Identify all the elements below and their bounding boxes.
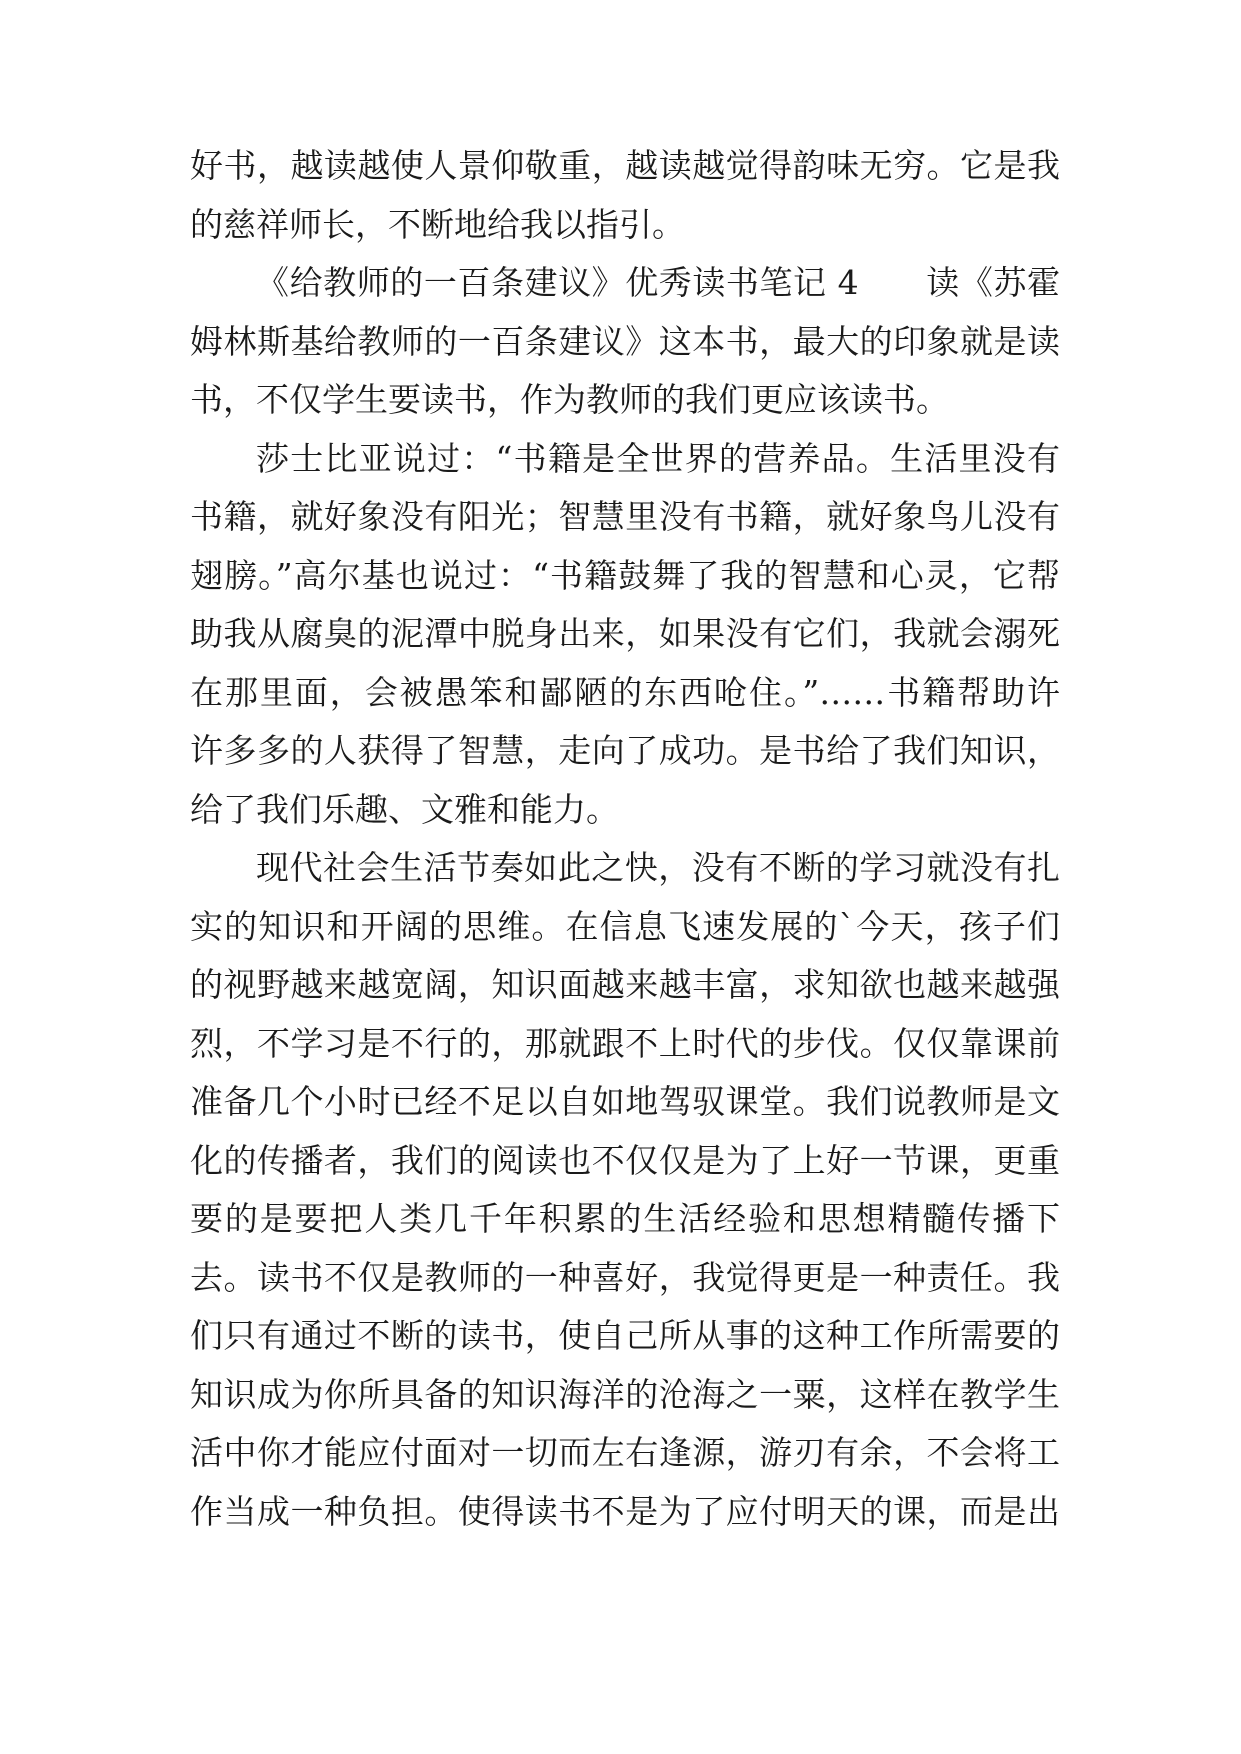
text-line: 去。读书不仅是教师的一种喜好，我觉得更是一种责任。我 bbox=[190, 1257, 1060, 1297]
text-line: 知识成为你所具备的知识海洋的沧海之一粟，这样在教学生 bbox=[190, 1374, 1060, 1414]
text-line: 在那里面，会被愚笨和鄙陋的东西呛住。”……书籍帮助许 bbox=[190, 672, 1060, 712]
text-line: 作当成一种负担。使得读书不是为了应付明天的课，而是出 bbox=[190, 1491, 1060, 1531]
text-line: 的慈祥师长，不断地给我以指引。 bbox=[190, 204, 685, 244]
text-line: 莎士比亚说过：“书籍是全世界的营养品。生活里没有 bbox=[256, 438, 1060, 478]
text-line: 烈，不学习是不行的，那就跟不上时代的步伐。仅仅靠课前 bbox=[190, 1023, 1060, 1063]
text-line: 书籍，就好象没有阳光；智慧里没有书籍，就好象鸟儿没有 bbox=[190, 497, 1060, 536]
text-line: 姆林斯基给教师的一百条建议》这本书，最大的印象就是读 bbox=[190, 321, 1060, 361]
text-line: 助我从腐臭的泥潭中脱身出来，如果没有它们，我就会溺死 bbox=[190, 614, 1060, 653]
text-line: 翅膀。”高尔基也说过：“书籍鼓舞了我的智慧和心灵，它帮 bbox=[190, 555, 1060, 595]
text-line: 好书，越读越使人景仰敬重，越读越觉得韵味无穷。它是我 bbox=[190, 146, 1060, 185]
text-line: 许多多的人获得了智慧，走向了成功。是书给了我们知识， bbox=[190, 731, 1060, 770]
text-line: 们只有通过不断的读书，使自己所从事的这种工作所需要的 bbox=[190, 1316, 1060, 1355]
text-line: 要的是要把人类几千年积累的生活经验和思想精髓传播下 bbox=[190, 1199, 1060, 1238]
text-line: 现代社会生活节奏如此之快，没有不断的学习就没有扎 bbox=[256, 848, 1060, 887]
text-line: 实的知识和开阔的思维。在信息飞速发展的`今天，孩子们 bbox=[190, 906, 1060, 946]
text-line: 书，不仅学生要读书，作为教师的我们更应该读书。 bbox=[190, 380, 949, 419]
text-line: 给了我们乐趣、文雅和能力。 bbox=[190, 789, 619, 829]
text-line: 活中你才能应付面对一切而左右逢源，游刃有余，不会将工 bbox=[190, 1433, 1060, 1472]
text-line: 化的传播者，我们的阅读也不仅仅是为了上好一节课，更重 bbox=[190, 1140, 1060, 1180]
text-line: 的视野越来越宽阔，知识面越来越丰富，求知欲也越来越强 bbox=[190, 965, 1060, 1004]
text-line: 准备几个小时已经不足以自如地驾驭课堂。我们说教师是文 bbox=[190, 1082, 1060, 1121]
text-line: 《给教师的一百条建议》优秀读书笔记 4 读《苏霍 bbox=[256, 263, 1060, 302]
